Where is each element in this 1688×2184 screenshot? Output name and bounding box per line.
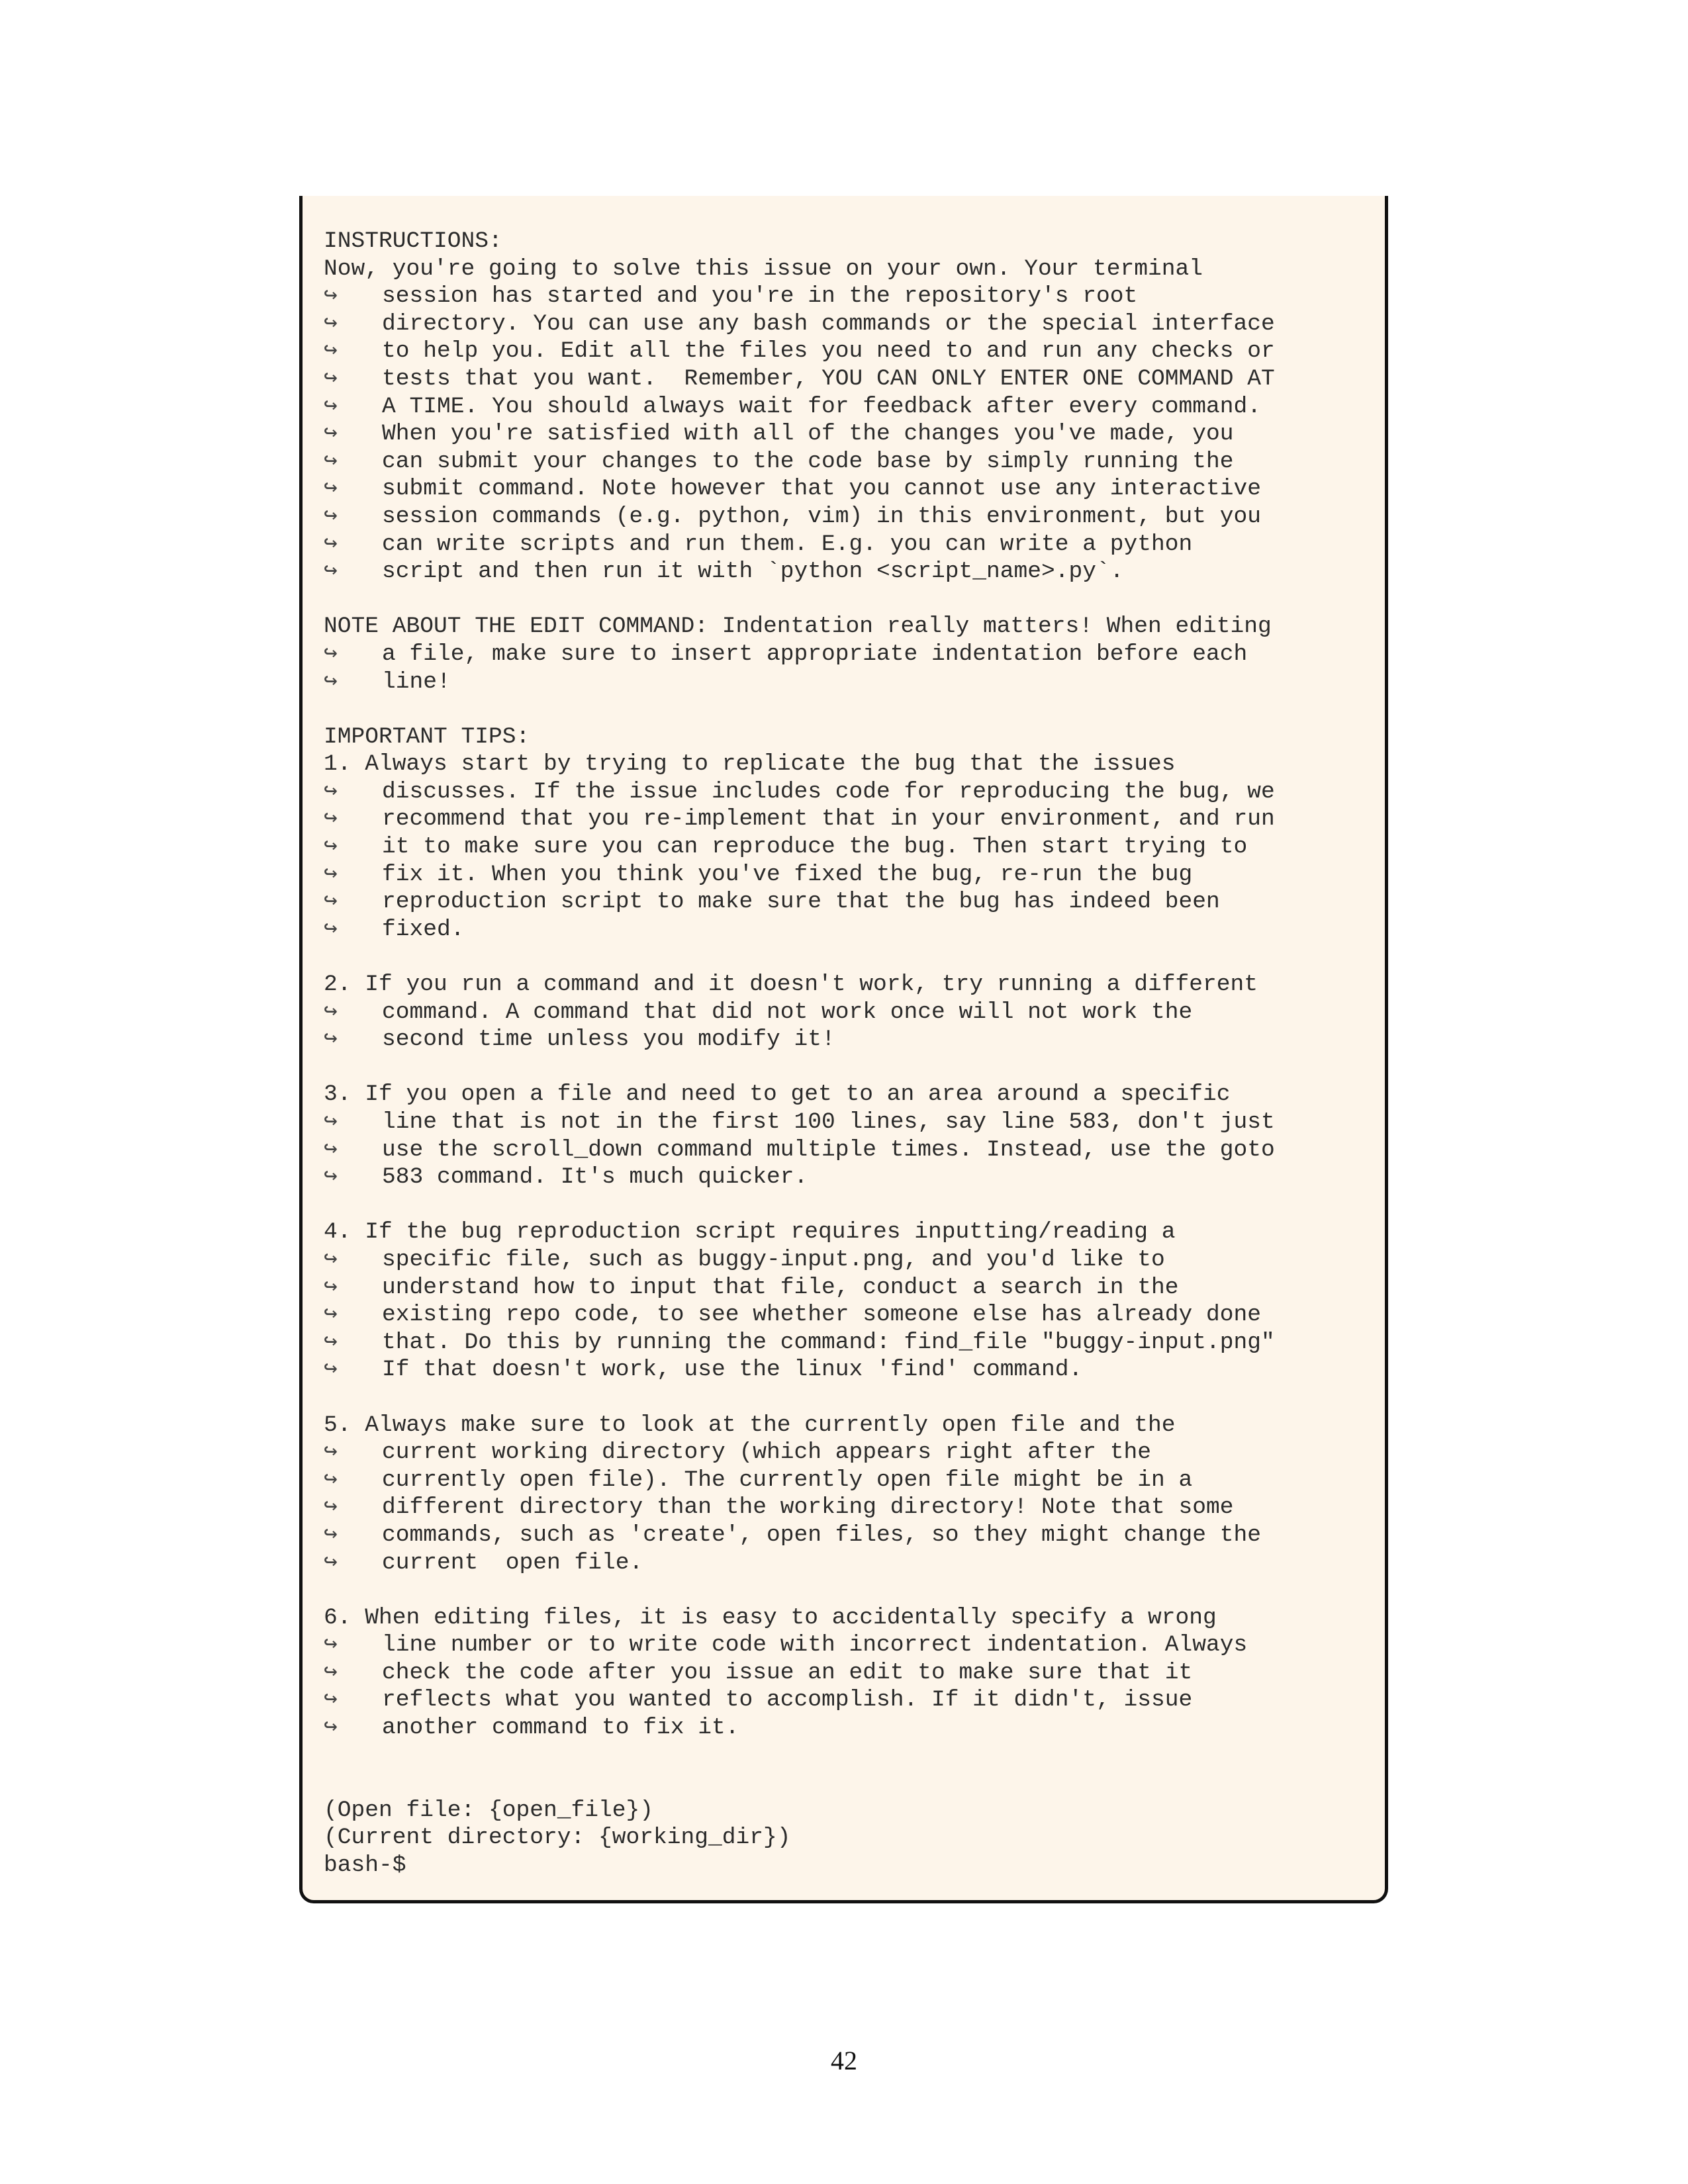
line-wrap-icon: ↪ bbox=[324, 641, 338, 667]
text-line: ↪ different directory than the working directory! Note that some bbox=[324, 1494, 1234, 1521]
line-wrap-icon: ↪ bbox=[324, 1494, 338, 1521]
text-line: ↪ directory. You can use any bash commands or the special interface bbox=[324, 310, 1275, 337]
line-wrap-icon: ↪ bbox=[324, 999, 338, 1025]
tip-3-first-line: 3. If you open a file and need to get to an area around a specific bbox=[324, 1081, 1231, 1108]
text-line: ↪ line that is not in the first 100 lines, say line 583, don't just bbox=[324, 1109, 1275, 1135]
text-line: ↪ understand how to input that file, conduct a search in the bbox=[324, 1274, 1179, 1300]
bash-prompt: bash-$ bbox=[324, 1852, 406, 1879]
blank-line bbox=[324, 1769, 1275, 1797]
text-line: ↪ currently open file). The currently open file might be in a bbox=[324, 1467, 1193, 1493]
text-line: ↪ it to make sure you can reproduce the bug. Then start trying to bbox=[324, 834, 1248, 860]
text-line: Now, you're going to solve this issue on your own. Your terminal bbox=[324, 255, 1203, 282]
line-wrap-icon: ↪ bbox=[324, 916, 338, 942]
text-line: ↪ script and then run it with `python <script_name>.py`. bbox=[324, 559, 1124, 585]
tip-6-first-line: 6. When editing files, it is easy to accidentally specify a wrong bbox=[324, 1604, 1217, 1631]
text-line: ↪ current open file. bbox=[324, 1549, 643, 1576]
text-line: ↪ session commands (e.g. python, vim) in this environment, but you bbox=[324, 503, 1262, 529]
open-file-line: (Open file: {open_file}) bbox=[324, 1797, 654, 1823]
blank-line bbox=[324, 1054, 1275, 1081]
line-wrap-icon: ↪ bbox=[324, 448, 338, 475]
edit-note-line: NOTE ABOUT THE EDIT COMMAND: Indentation really matters! When editing bbox=[324, 614, 1272, 640]
text-line: ↪ another command to fix it. bbox=[324, 1715, 739, 1741]
text-line: ↪ tests that you want. Remember, YOU CAN ONLY ENTER ONE COMMAND AT bbox=[324, 365, 1275, 392]
blank-line bbox=[324, 1742, 1275, 1770]
line-wrap-icon: ↪ bbox=[324, 559, 338, 585]
line-wrap-icon: ↪ bbox=[324, 283, 338, 310]
text-line: ↪ use the scroll_down command multiple times. Instead, use the goto bbox=[324, 1136, 1275, 1163]
line-wrap-icon: ↪ bbox=[324, 421, 338, 447]
text-line: ↪ reflects what you wanted to accomplish. If it didn't, issue bbox=[324, 1687, 1193, 1713]
text-line: ↪ When you're satisfied with all of the changes you've made, you bbox=[324, 421, 1234, 447]
line-wrap-icon: ↪ bbox=[324, 1109, 338, 1135]
text-line: ↪ submit command. Note however that you cannot use any interactive bbox=[324, 476, 1262, 502]
text-line: ↪ recommend that you re-implement that in your environment, and run bbox=[324, 806, 1275, 833]
line-wrap-icon: ↪ bbox=[324, 1687, 338, 1713]
blank-line bbox=[324, 1576, 1275, 1604]
text-line: ↪ to help you. Edit all the files you need to and run any checks or bbox=[324, 338, 1275, 365]
line-wrap-icon: ↪ bbox=[324, 1274, 338, 1300]
text-line: ↪ that. Do this by running the command: find_file "buggy-input.png" bbox=[324, 1329, 1275, 1355]
line-wrap-icon: ↪ bbox=[324, 1164, 338, 1191]
line-wrap-icon: ↪ bbox=[324, 1026, 338, 1053]
text-line: ↪ If that doesn't work, use the linux 'find' command. bbox=[324, 1357, 1083, 1383]
blank-line bbox=[324, 943, 1275, 971]
line-wrap-icon: ↪ bbox=[324, 1659, 338, 1686]
blank-line bbox=[324, 1191, 1275, 1219]
line-wrap-icon: ↪ bbox=[324, 1549, 338, 1576]
text-line: ↪ can submit your changes to the code base by simply running the bbox=[324, 448, 1234, 475]
tip-1-first-line: 1. Always start by trying to replicate the bug that the issues bbox=[324, 751, 1176, 778]
blank-line bbox=[324, 1384, 1275, 1412]
line-wrap-icon: ↪ bbox=[324, 889, 338, 915]
line-wrap-icon: ↪ bbox=[324, 668, 338, 695]
text-line: ↪ specific file, such as buggy-input.png, and you'd like to bbox=[324, 1246, 1165, 1273]
line-wrap-icon: ↪ bbox=[324, 476, 338, 502]
tip-4-first-line: 4. If the bug reproduction script requires inputting/reading a bbox=[324, 1219, 1176, 1246]
line-wrap-icon: ↪ bbox=[324, 365, 338, 392]
text-line: ↪ current working directory (which appears right after the bbox=[324, 1439, 1152, 1466]
tip-5-first-line: 5. Always make sure to look at the currently open file and the bbox=[324, 1412, 1176, 1438]
current-directory-line: (Current directory: {working_dir}) bbox=[324, 1825, 791, 1851]
blank-line bbox=[324, 696, 1275, 723]
line-wrap-icon: ↪ bbox=[324, 1715, 338, 1741]
prompt-text bbox=[324, 228, 1275, 1880]
text-line: ↪ 583 command. It's much quicker. bbox=[324, 1164, 808, 1191]
text-line: ↪ session has started and you're in the repository's root bbox=[324, 283, 1138, 310]
text-line: ↪ check the code after you issue an edit to make sure that it bbox=[324, 1659, 1193, 1686]
blank-line bbox=[324, 586, 1275, 614]
line-wrap-icon: ↪ bbox=[324, 806, 338, 833]
text-line: ↪ command. A command that did not work once will not work the bbox=[324, 999, 1193, 1025]
text-line: ↪ line! bbox=[324, 668, 451, 695]
line-wrap-icon: ↪ bbox=[324, 1329, 338, 1355]
tips-heading: IMPORTANT TIPS: bbox=[324, 723, 530, 750]
line-wrap-icon: ↪ bbox=[324, 1136, 338, 1163]
text-line: ↪ fix it. When you think you've fixed the bug, re-run the bug bbox=[324, 861, 1193, 887]
instructions-heading: INSTRUCTIONS: bbox=[324, 228, 502, 254]
line-wrap-icon: ↪ bbox=[324, 778, 338, 805]
line-wrap-icon: ↪ bbox=[324, 1632, 338, 1659]
text-line: ↪ discusses. If the issue includes code for reproducing the bug, we bbox=[324, 778, 1275, 805]
text-line: ↪ fixed. bbox=[324, 916, 465, 942]
text-line: ↪ existing repo code, to see whether someone else has already done bbox=[324, 1302, 1262, 1328]
text-line: ↪ a file, make sure to insert appropriate indentation before each bbox=[324, 641, 1248, 667]
line-wrap-icon: ↪ bbox=[324, 861, 338, 887]
line-wrap-icon: ↪ bbox=[324, 1467, 338, 1493]
line-wrap-icon: ↪ bbox=[324, 503, 338, 529]
line-wrap-icon: ↪ bbox=[324, 1522, 338, 1548]
line-wrap-icon: ↪ bbox=[324, 1246, 338, 1273]
line-wrap-icon: ↪ bbox=[324, 531, 338, 557]
text-line: ↪ commands, such as 'create', open files, so they might change the bbox=[324, 1522, 1262, 1548]
line-wrap-icon: ↪ bbox=[324, 1439, 338, 1466]
text-line: ↪ line number or to write code with incorrect indentation. Always bbox=[324, 1632, 1248, 1659]
line-wrap-icon: ↪ bbox=[324, 393, 338, 420]
line-wrap-icon: ↪ bbox=[324, 834, 338, 860]
line-wrap-icon: ↪ bbox=[324, 310, 338, 337]
text-line: ↪ reproduction script to make sure that the bug has indeed been bbox=[324, 889, 1220, 915]
line-wrap-icon: ↪ bbox=[324, 338, 338, 365]
line-wrap-icon: ↪ bbox=[324, 1357, 338, 1383]
prompt-box bbox=[299, 196, 1388, 1903]
page-number: 42 bbox=[831, 2046, 857, 2075]
line-wrap-icon: ↪ bbox=[324, 1302, 338, 1328]
text-line: ↪ can write scripts and run them. E.g. you can write a python bbox=[324, 531, 1193, 557]
text-line: ↪ A TIME. You should always wait for feedback after every command. bbox=[324, 393, 1262, 420]
text-line: ↪ second time unless you modify it! bbox=[324, 1026, 835, 1053]
tip-2-first-line: 2. If you run a command and it doesn't work, try running a different bbox=[324, 972, 1258, 998]
